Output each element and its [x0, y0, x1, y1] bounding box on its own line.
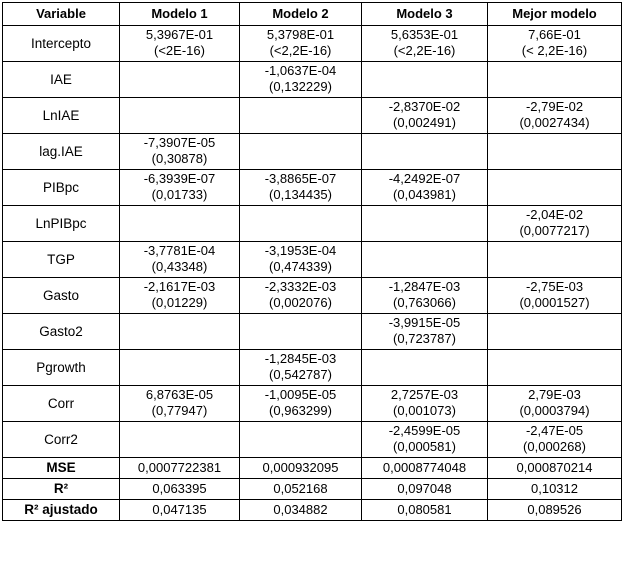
estimate-cell [120, 350, 240, 386]
coefficient-value: 5,6353E-01 [390, 27, 459, 42]
estimate-cell [240, 386, 362, 422]
stat-row [3, 479, 622, 500]
estimate-cell [240, 62, 362, 98]
coefficient-value: -2,3332E-03 [264, 279, 337, 294]
estimate-cell [488, 98, 622, 134]
stat-value-cell: 0,034882 [240, 500, 362, 521]
stat-label-cell: MSE [3, 458, 120, 479]
table-row [3, 386, 622, 422]
estimate-cell [362, 134, 488, 170]
coefficient-value: -3,7781E-04 [143, 243, 216, 258]
stat-label-cell: R² ajustado [3, 500, 120, 521]
coefficient-value: -2,1617E-03 [143, 279, 216, 294]
regression-results-table [2, 2, 622, 521]
coefficient-value: 7,66E-01 [528, 27, 581, 42]
estimate-cell [488, 314, 622, 350]
stat-value-cell: 0,000932095 [240, 458, 362, 479]
table-row [3, 422, 622, 458]
stat-value-cell: 0,0007722381 [120, 458, 240, 479]
coefficient-value: -2,75E-03 [525, 279, 584, 294]
coefficient-value: -3,9915E-05 [388, 315, 461, 330]
coefficient-value: 2,7257E-03 [390, 387, 459, 402]
p-value: (0,77947) [151, 403, 208, 418]
p-value: (0,043981) [393, 187, 456, 202]
coefficient-value: 6,8763E-05 [145, 387, 214, 402]
estimate-cell [362, 314, 488, 350]
estimate-cell [240, 314, 362, 350]
estimate-cell [488, 278, 622, 314]
coefficient-value: -3,8865E-07 [264, 171, 337, 186]
estimate-cell [120, 278, 240, 314]
estimate-cell [120, 422, 240, 458]
estimate-cell [488, 134, 622, 170]
variable-name-cell: LnIAE [3, 98, 120, 134]
estimate-cell [120, 26, 240, 62]
coefficient-value: -2,04E-02 [525, 207, 584, 222]
variable-name-cell: IAE [3, 62, 120, 98]
variable-name-cell: Gasto [3, 278, 120, 314]
table-row [3, 98, 622, 134]
variable-name-cell: lag.IAE [3, 134, 120, 170]
estimate-cell [240, 422, 362, 458]
p-value: (0,0001527) [519, 295, 590, 310]
estimate-cell [362, 422, 488, 458]
p-value: (0,0027434) [519, 115, 590, 130]
estimate-cell [362, 206, 488, 242]
p-value: (0,0003794) [519, 403, 590, 418]
coefficient-value: -2,47E-05 [525, 423, 584, 438]
coefficient-value: -3,1953E-04 [264, 243, 337, 258]
variable-name-cell: Gasto2 [3, 314, 120, 350]
coefficient-value: -1,0637E-04 [264, 63, 337, 78]
estimate-cell [362, 350, 488, 386]
estimate-cell [120, 170, 240, 206]
stat-value-cell: 0,10312 [488, 479, 622, 500]
p-value: (< 2,2E-16) [521, 43, 588, 58]
p-value: (0,01229) [151, 295, 208, 310]
estimate-cell [240, 278, 362, 314]
stat-value-cell: 0,0008774048 [362, 458, 488, 479]
p-value: (0,30878) [151, 151, 208, 166]
estimate-cell [362, 98, 488, 134]
estimate-cell [488, 206, 622, 242]
p-value: (0,002491) [393, 115, 456, 130]
coefficient-value: -4,2492E-07 [388, 171, 461, 186]
coefficient-value: -2,4599E-05 [388, 423, 461, 438]
header-modelo-3: Modelo 3 [362, 3, 488, 26]
coefficient-value: -6,3939E-07 [143, 171, 216, 186]
p-value: (0,0077217) [519, 223, 590, 238]
coefficient-value: -2,8370E-02 [388, 99, 461, 114]
estimate-cell [240, 242, 362, 278]
variable-name-cell: Corr2 [3, 422, 120, 458]
coefficient-value: -7,3907E-05 [143, 135, 216, 150]
estimate-cell [120, 242, 240, 278]
p-value: (0,43348) [151, 259, 208, 274]
stat-value-cell: 0,080581 [362, 500, 488, 521]
stat-label-cell: R² [3, 479, 120, 500]
estimate-cell [240, 350, 362, 386]
stat-value-cell: 0,089526 [488, 500, 622, 521]
estimate-cell [240, 206, 362, 242]
estimate-cell [362, 386, 488, 422]
regression-table-wrapper [2, 2, 622, 521]
stat-row [3, 500, 622, 521]
estimate-cell [362, 170, 488, 206]
stat-value-cell: 0,052168 [240, 479, 362, 500]
coefficient-value: 5,3967E-01 [145, 27, 214, 42]
estimate-cell [120, 386, 240, 422]
p-value: (0,000581) [393, 439, 456, 454]
header-row [3, 3, 622, 26]
p-value: (0,723787) [393, 331, 456, 346]
stat-value-cell: 0,097048 [362, 479, 488, 500]
estimate-cell [362, 242, 488, 278]
estimate-cell [362, 26, 488, 62]
p-value: (<2E-16) [154, 43, 205, 58]
p-value: (0,474339) [269, 259, 332, 274]
p-value: (0,763066) [393, 295, 456, 310]
table-row [3, 206, 622, 242]
p-value: (0,963299) [269, 403, 332, 418]
stat-row [3, 458, 622, 479]
table-row [3, 242, 622, 278]
estimate-cell [488, 26, 622, 62]
stat-value-cell: 0,047135 [120, 500, 240, 521]
p-value: (0,132229) [269, 79, 332, 94]
table-row [3, 62, 622, 98]
header-mejor-modelo: Mejor modelo [488, 3, 622, 26]
p-value: (0,000268) [523, 439, 586, 454]
estimate-cell [488, 350, 622, 386]
estimate-cell [362, 278, 488, 314]
variable-name-cell: Pgrowth [3, 350, 120, 386]
table-row [3, 350, 622, 386]
coefficient-value: -1,2847E-03 [388, 279, 461, 294]
p-value: (<2,2E-16) [393, 43, 456, 58]
statistics-body [3, 458, 622, 521]
coefficient-value: -1,0095E-05 [264, 387, 337, 402]
coefficient-value: 5,3798E-01 [266, 27, 335, 42]
coefficients-body [3, 26, 622, 458]
variable-name-cell: PIBpc [3, 170, 120, 206]
header-variable: Variable [3, 3, 120, 26]
p-value: (0,134435) [269, 187, 332, 202]
estimate-cell [488, 386, 622, 422]
estimate-cell [120, 98, 240, 134]
estimate-cell [240, 98, 362, 134]
estimate-cell [362, 62, 488, 98]
table-row [3, 314, 622, 350]
p-value: (0,001073) [393, 403, 456, 418]
estimate-cell [240, 134, 362, 170]
estimate-cell [120, 62, 240, 98]
table-row [3, 278, 622, 314]
estimate-cell [488, 422, 622, 458]
estimate-cell [240, 170, 362, 206]
coefficient-value: 2,79E-03 [528, 387, 581, 402]
estimate-cell [120, 314, 240, 350]
coefficient-value: -1,2845E-03 [264, 351, 337, 366]
estimate-cell [240, 26, 362, 62]
estimate-cell [120, 206, 240, 242]
table-row [3, 170, 622, 206]
variable-name-cell: Intercepto [3, 26, 120, 62]
variable-name-cell: Corr [3, 386, 120, 422]
table-row [3, 134, 622, 170]
estimate-cell [488, 242, 622, 278]
table-row [3, 26, 622, 62]
estimate-cell [120, 134, 240, 170]
coefficient-value: -2,79E-02 [525, 99, 584, 114]
variable-name-cell: LnPIBpc [3, 206, 120, 242]
p-value: (<2,2E-16) [269, 43, 332, 58]
variable-name-cell: TGP [3, 242, 120, 278]
header-modelo-1: Modelo 1 [120, 3, 240, 26]
stat-value-cell: 0,000870214 [488, 458, 622, 479]
p-value: (0,01733) [151, 187, 208, 202]
p-value: (0,002076) [269, 295, 332, 310]
estimate-cell [488, 170, 622, 206]
stat-value-cell: 0,063395 [120, 479, 240, 500]
estimate-cell [488, 62, 622, 98]
header-modelo-2: Modelo 2 [240, 3, 362, 26]
p-value: (0,542787) [269, 367, 332, 382]
